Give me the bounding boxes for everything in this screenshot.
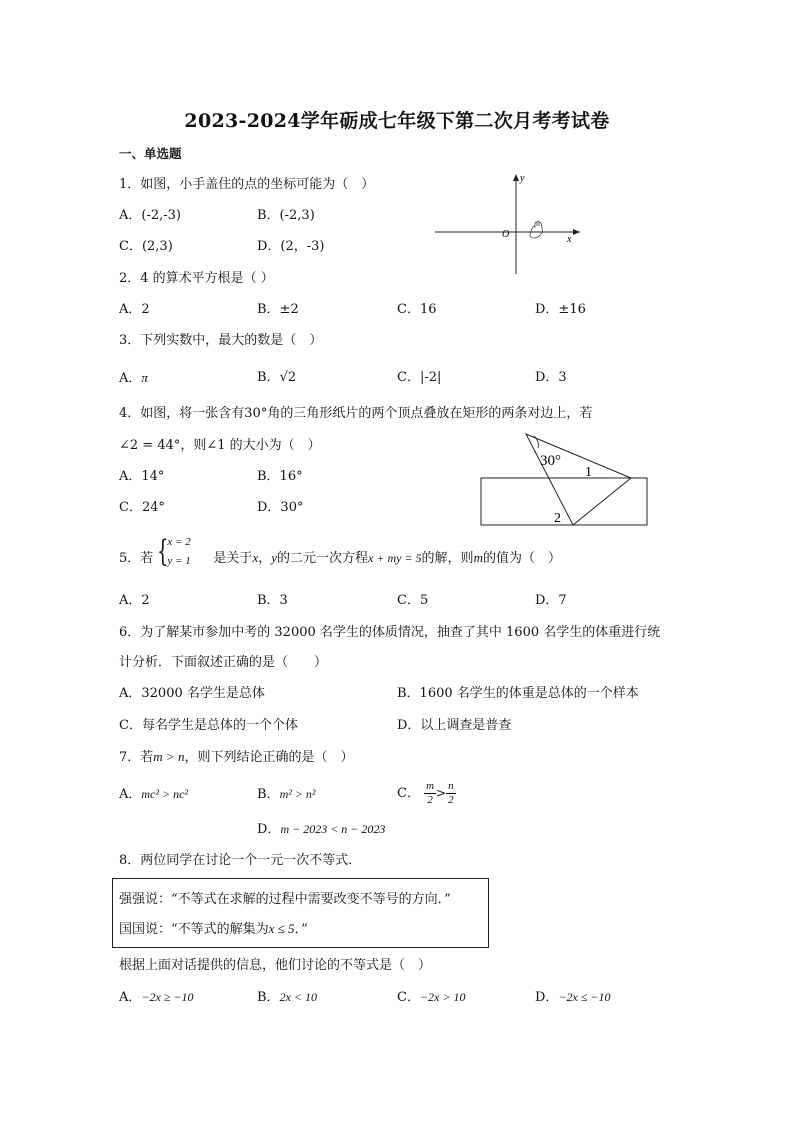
q3-option-c [397, 370, 441, 386]
q7-c-numerator-left: m [426, 780, 435, 792]
q7-c-operator: > [436, 786, 447, 800]
q8-option-c [397, 989, 465, 1006]
q7-option-a [119, 786, 188, 803]
q5-mid2: 的二元一次方程 [277, 551, 369, 566]
q5-option-c: C．5 [397, 593, 429, 608]
q8-dialogue-box [112, 878, 489, 948]
q8-stem: 8．两位同学在讨论一个一元一次不等式． [119, 853, 362, 868]
q8-option-d-label: D． [535, 990, 559, 1005]
q7-option-d-value: m − 2023 < n − 2023 [280, 822, 386, 836]
q5-mid3: 的解，则 [421, 551, 474, 566]
q3-option-a-value: π [141, 370, 148, 385]
q6-option-d: D．以上调查是普查 [397, 718, 512, 733]
q8-option-a-label: A． [119, 990, 142, 1005]
q5-var-y: y [271, 550, 278, 565]
q7-option-c-label: C． [397, 786, 420, 801]
q7-option-c-fraction-left [424, 780, 436, 807]
q1-option-b: B．(-2,3) [257, 208, 315, 223]
q7-c-numerator-right: n [448, 780, 454, 792]
q5-prefix: 5．若 [119, 551, 154, 566]
q5-mid1: 是关于 [213, 551, 253, 566]
q6-stem-line1: 6．为了解某市参加中考的 32000 名学生的体质情况，抽查了其中 1600 名学生的体重进行统 [119, 625, 661, 640]
q4-stem-line1: 4．如图，将一张含有30°角的三角形纸片的两个顶点叠放在矩形的两条对边上，若 [119, 406, 593, 421]
q5-option-d: D．7 [535, 593, 567, 608]
q3-stem: 3．下列实数中，最大的数是（ ） [119, 333, 323, 348]
q8-option-b-value: 2x < 10 [279, 990, 317, 1004]
q8-option-b-label: B． [257, 990, 280, 1005]
page-title: 2023-2024学年砺成七年级下第二次月考考试卷 [184, 110, 610, 132]
q5-var-x: x [252, 550, 259, 565]
q7-option-a-value: mc² > nc² [141, 787, 189, 801]
q5-equation: x + my = 5 [368, 551, 422, 565]
q6-option-a: A．32000 名学生是总体 [119, 686, 265, 701]
q8-quote2-prefix: 国国说：“不等式的解集为 [119, 922, 269, 937]
q4-triangle-rectangle-figure [476, 430, 652, 530]
q7-stem [119, 749, 353, 766]
q4-option-b: B．16° [257, 469, 303, 484]
q8-option-b [257, 989, 317, 1006]
q5-system-line2: y = 1 [167, 555, 191, 567]
q1-option-a: A．(-2,-3) [119, 208, 181, 223]
q7-option-b-value: m² > n² [279, 787, 316, 801]
q7-option-d [257, 821, 385, 838]
section-heading: 一、单选题 [119, 146, 182, 161]
q3-option-b-value: √2 [279, 370, 297, 385]
q1-origin-label: O [502, 229, 510, 240]
q8-quote2-suffix: ．” [294, 922, 308, 937]
q3-option-a-label: A． [119, 371, 142, 386]
q6-stem-line2: 计分析．下面叙述正确的是（ ） [119, 655, 328, 670]
q5-option-b: B．3 [257, 593, 288, 608]
q5-stem: 5．若 { x = 2 y = 1 是关于x，y的二元一次方程x + my = 5的解，则m的值为（ ） [119, 534, 561, 569]
q2-option-b: B．±2 [257, 302, 299, 317]
q4-angle-2-label: 2 [554, 511, 561, 526]
q7-prefix: 7．若 [119, 750, 154, 765]
q7-option-c-fraction-right [446, 780, 456, 807]
q6-option-c: C．每名学生是总体的一个个体 [119, 718, 298, 733]
q4-angle-1-label: 1 [585, 465, 592, 480]
q3-option-d: D．3 [535, 370, 567, 385]
q6-option-b: B．1600 名学生的体重是总体的一个样本 [397, 686, 639, 701]
q1-stem: 1．如图，小手盖住的点的坐标可能为（ ） [119, 177, 375, 192]
q5-option-a: A．2 [119, 593, 150, 608]
q7-option-b [257, 786, 316, 803]
q8-quote2-solution: x ≤ 5 [268, 921, 295, 936]
q3-option-a [119, 370, 148, 387]
q2-option-d: D．±16 [535, 302, 586, 317]
q7-suffix: ，则下列结论正确的是（ ） [184, 750, 354, 765]
q3-option-c-value: |-2| [419, 370, 442, 385]
q8-option-a [119, 989, 194, 1006]
q8-option-c-value: −2x > 10 [419, 990, 466, 1004]
q1-option-c: C．(2,3) [119, 239, 173, 254]
q3-option-b-label: B． [257, 370, 280, 385]
q5-suffix: 的值为（ ） [482, 551, 561, 566]
q2-option-a: A．2 [119, 302, 150, 317]
q8-quote-guoguo [119, 921, 308, 938]
q4-stem-line2: ∠2 = 44°，则∠1 的大小为（ ） [119, 438, 321, 453]
q8-question: 根据上面对话提供的信息，他们讨论的不等式是（ ） [119, 958, 432, 973]
q7-option-c [397, 778, 456, 809]
q8-option-c-label: C． [397, 990, 420, 1005]
q5-separator: ， [258, 551, 272, 566]
q8-option-a-value: −2x ≥ −10 [141, 990, 194, 1004]
q8-option-d-value: −2x ≤ −10 [558, 990, 611, 1004]
q7-c-denominator-right: 2 [448, 794, 454, 806]
q1-axis-x-label: x [567, 234, 572, 245]
q7-option-b-label: B． [257, 787, 280, 802]
q2-option-c: C．16 [397, 302, 437, 317]
q5-var-m: m [473, 550, 483, 565]
q2-stem: 2．4 的算术平方根是（ ） [119, 271, 274, 286]
q7-condition: m > n [153, 749, 185, 764]
q1-coordinate-figure [430, 170, 585, 278]
q8-option-d [535, 989, 611, 1006]
q7-c-denominator-left: 2 [427, 794, 433, 806]
q7-option-a-label: A． [119, 787, 142, 802]
q8-quote-qiangqiang: 强强说：“不等式在求解的过程中需要改变不等号的方向．” [119, 892, 451, 907]
q4-option-c: C．24° [119, 500, 165, 515]
q3-option-b [257, 370, 296, 386]
q4-option-d: D．30° [257, 500, 304, 515]
q3-option-c-label: C． [397, 370, 420, 385]
q4-angle-30-label: 30° [540, 453, 561, 469]
q1-axis-y-label: y [520, 173, 525, 184]
q7-option-d-label: D． [257, 822, 281, 837]
q1-option-d: D．(2，-3) [257, 239, 325, 254]
q4-option-a: A．14° [119, 469, 165, 484]
q5-system-line1: x = 2 [167, 536, 191, 548]
hand-icon [530, 221, 542, 238]
